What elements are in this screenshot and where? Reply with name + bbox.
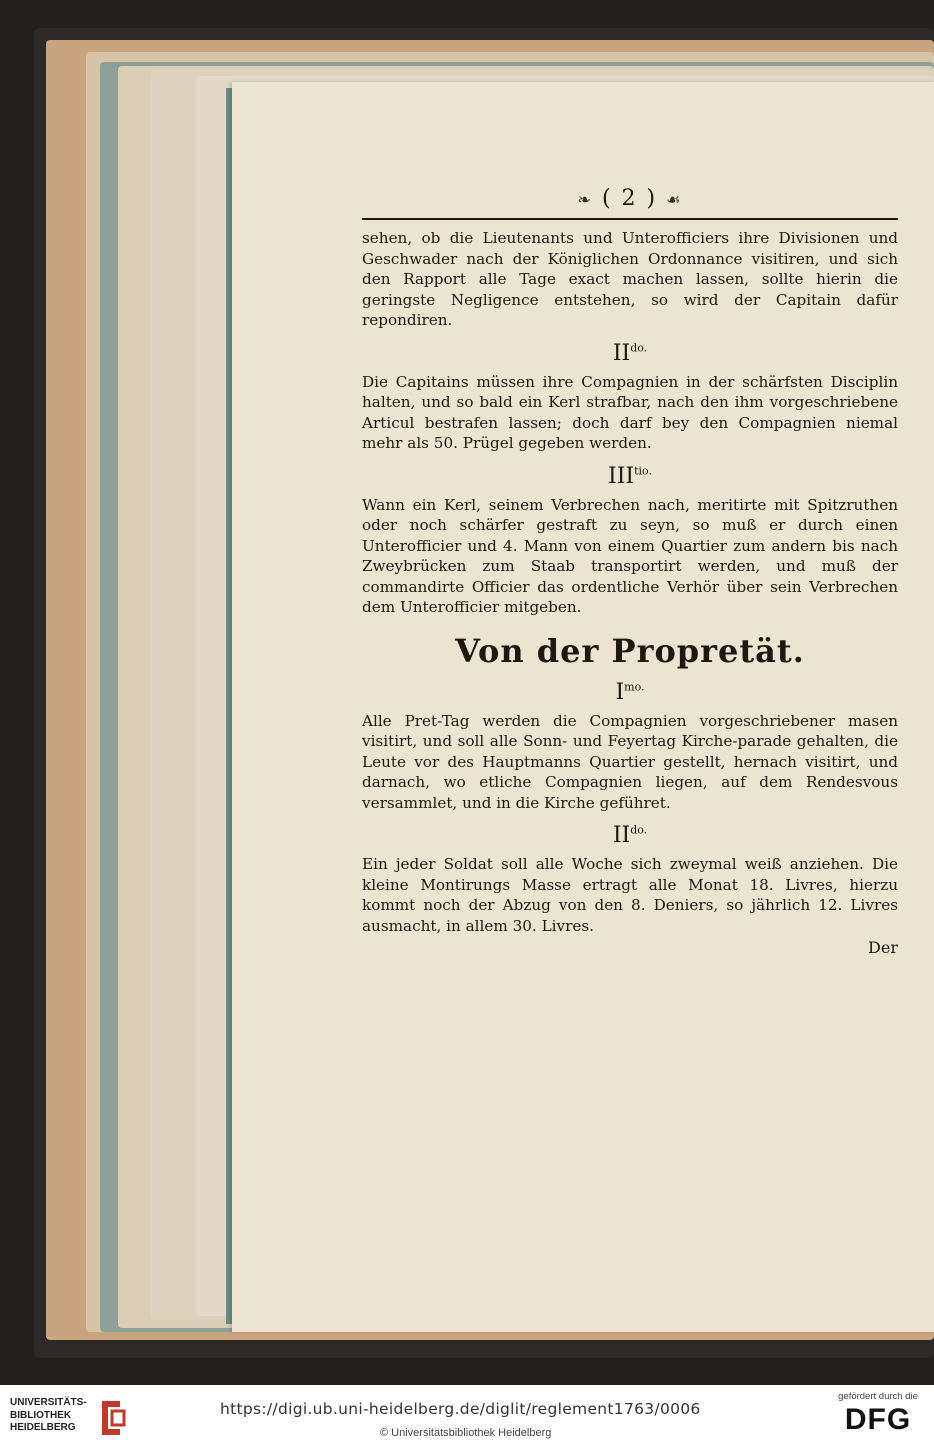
- section-marker-sup: do.: [630, 823, 648, 837]
- footer-bar: [0, 1385, 934, 1451]
- section-marker: [362, 341, 898, 366]
- paragraph: Wann ein Kerl, seinem Verbrechen nach, meritirte mit Spitzruthen oder noch schärfer gestraft zu seyn, so muß er durch einen Unterofficier und 4. Mann von einem Quartier zum andern bis nach Zweybrücken zum Staab transportirt werden, und muß der commandirte Officier das ordentliche Verhör über sein Verbrechen dem Unterofficier mitgeben.: [362, 495, 898, 616]
- ornament-right-icon: ☙: [666, 190, 683, 209]
- section-marker: [362, 823, 898, 848]
- page-content: [362, 186, 898, 957]
- section-marker: [362, 464, 898, 489]
- section-marker-sup: mo.: [624, 680, 645, 694]
- section-marker-sup: do.: [630, 341, 648, 355]
- section-marker-base: II: [612, 823, 631, 848]
- funding-note: gefördert durch die: [838, 1391, 918, 1402]
- section-heading: Von der Propretät.: [455, 631, 805, 670]
- paragraph: Ein jeder Soldat soll alle Woche sich zweymal weiß anziehen. Die kleine Montirungs Masse ertragt alle Monat 18. Livres, hierzu kommt noch der Abzug von den 8. Deniers, so jährlich 12. Livres ausmacht, in allem 30. Livres.: [362, 855, 898, 935]
- section-marker-sup: tio.: [634, 464, 652, 478]
- section-marker-base: I: [615, 679, 625, 705]
- section-marker-base: III: [608, 463, 635, 489]
- book-page: [232, 82, 934, 1332]
- library-name: UNIVERSITÄTS- BIBLIOTHEK HEIDELBERG: [10, 1397, 87, 1433]
- ornament-left-icon: ❧: [577, 190, 593, 209]
- section-marker-base: II: [612, 340, 631, 366]
- page-number: ( 2 ): [601, 186, 658, 211]
- library-logo[interactable]: [10, 1397, 130, 1441]
- library-emblem-icon: [94, 1397, 130, 1439]
- dfg-logo[interactable]: [830, 1391, 926, 1445]
- copyright-notice: © Universitätsbibliothek Heidelberg: [380, 1427, 552, 1439]
- page-header: [362, 186, 898, 218]
- header-rule: [362, 218, 898, 220]
- permalink[interactable]: https://digi.ub.uni-heidelberg.de/diglit/reglement1763/0006: [220, 1400, 701, 1418]
- paragraph: sehen, ob die Lieutenants und Unterofficiers ihre Divisionen und Geschwader nach der Königlichen Ordonnance visitiren, und sich den Rapport alle Tage exact machen lassen, sollte hierin die geringste Negligence entstehen, so wird der Capitain dafür repondiren.: [362, 229, 898, 329]
- paragraph: Die Capitains müssen ihre Compagnien in der schärfsten Disciplin halten, und so bald ein Kerl strafbar, nach den ihm vorgeschriebene Articul bestrafen lassen; doch darf bey den Compagnien niemal mehr als 50. Prügel gegeben werden.: [362, 372, 898, 452]
- paragraph: Alle Pret-Tag werden die Compagnien vorgeschriebener masen visitirt, und soll alle Sonn- und Feyertag Kirche-parade gehalten, die Leute vor des Hauptmanns Quartier gestellt, hernach visitirt, und darnach, wo etliche Compagnien liegen, auf dem Rendesvous versammlet, und in die Kirche geführet.: [362, 711, 898, 812]
- dfg-wordmark: DFG: [844, 1403, 912, 1436]
- catchword: Der: [868, 938, 898, 957]
- section-marker: [362, 680, 898, 705]
